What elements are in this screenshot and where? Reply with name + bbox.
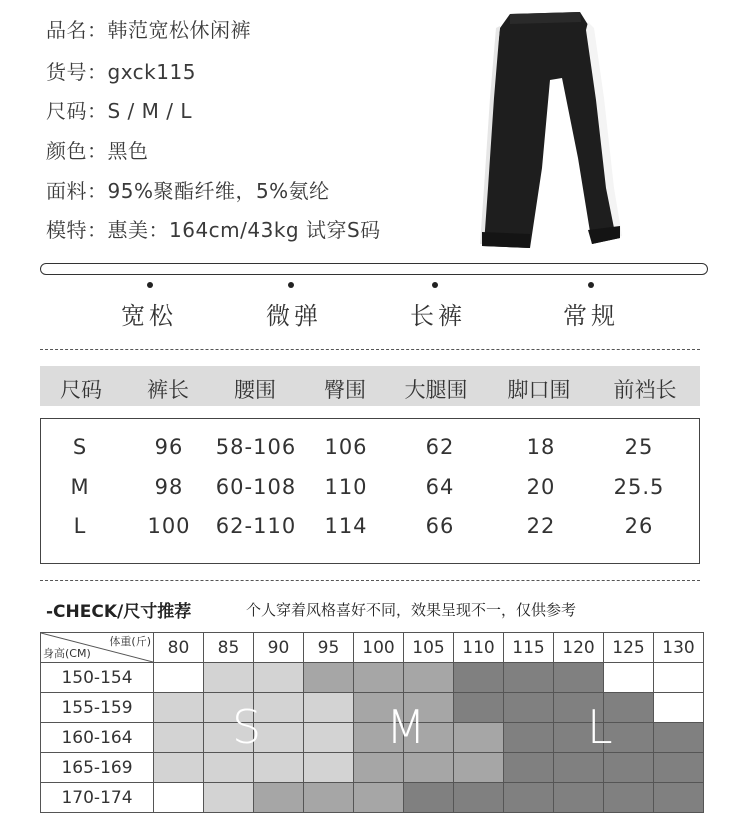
- size-zone-cell: [454, 783, 504, 813]
- table-cell: M: [70, 475, 90, 499]
- table-cell: 25: [624, 435, 654, 459]
- table-cell: 58-106: [215, 435, 297, 459]
- column-header: 脚口围: [507, 378, 571, 402]
- feature-label: 宽松: [121, 302, 177, 330]
- column-header: 大腿围: [404, 378, 468, 402]
- size-zone-cell: [154, 663, 204, 693]
- divider: [40, 349, 700, 350]
- table-cell: L: [73, 514, 87, 538]
- product-model: 模特：惠美：164cm/43kg 试穿S码: [46, 218, 381, 242]
- size-zone-cell: [304, 693, 354, 723]
- table-cell: 62-110: [215, 514, 297, 538]
- column-header: 尺码: [60, 378, 102, 402]
- table-cell: 100: [147, 514, 191, 538]
- size-zone-label-m: M: [386, 700, 426, 754]
- product-color: 颜色：黑色: [46, 139, 149, 163]
- size-zone-cell: [554, 753, 604, 783]
- table-row: [41, 753, 704, 783]
- table-cell: 64: [425, 475, 455, 499]
- table-cell: 62: [425, 435, 455, 459]
- table-cell: 106: [324, 435, 368, 459]
- pants-image: [470, 8, 630, 253]
- size-zone-label-l: L: [587, 700, 613, 754]
- table-row: [41, 783, 704, 813]
- size-zone-cell: [554, 783, 604, 813]
- weight-header-cell: 115: [504, 633, 554, 663]
- table-cell: 22: [526, 514, 556, 538]
- feature-label: 微弹: [266, 302, 322, 330]
- table-cell: 114: [324, 514, 368, 538]
- weight-header-cell: 110: [454, 633, 504, 663]
- size-zone-cell: [654, 753, 704, 783]
- product-fabric: 面料：95%聚酯纤维，5%氨纶: [46, 179, 330, 203]
- table-cell: 96: [154, 435, 184, 459]
- weight-header-cell: 120: [554, 633, 604, 663]
- table-header-row: [41, 633, 704, 663]
- feature-label: 常规: [563, 302, 619, 330]
- feature-dot: [432, 282, 438, 288]
- size-zone-cell: [154, 723, 204, 753]
- size-zone-label-s: S: [232, 700, 262, 754]
- size-table-header: [40, 366, 700, 406]
- weight-header-cell: 95: [304, 633, 354, 663]
- product-name: 品名：韩范宽松休闲裤: [46, 18, 251, 42]
- height-range-cell: 155-159: [41, 693, 154, 723]
- size-zone-cell: [154, 783, 204, 813]
- table-cell: 110: [324, 475, 368, 499]
- size-zone-cell: [154, 693, 204, 723]
- weight-axis-label: 体重(斤): [109, 635, 151, 648]
- size-zone-cell: [354, 783, 404, 813]
- size-zone-cell: [654, 693, 704, 723]
- height-range-cell: 160-164: [41, 723, 154, 753]
- feature-dot: [588, 282, 594, 288]
- size-zone-cell: [504, 663, 554, 693]
- size-zone-cell: [204, 663, 254, 693]
- size-zone-cell: [654, 663, 704, 693]
- column-header: 前裆长: [613, 378, 677, 402]
- table-cell: 18: [526, 435, 556, 459]
- weight-header-cell: 105: [404, 633, 454, 663]
- size-zone-cell: [254, 753, 304, 783]
- weight-header-cell: 85: [204, 633, 254, 663]
- size-zone-cell: [504, 723, 554, 753]
- column-header: 臀围: [324, 378, 366, 402]
- table-cell: 20: [526, 475, 556, 499]
- size-zone-cell: [604, 753, 654, 783]
- weight-header-cell: 125: [604, 633, 654, 663]
- size-zone-cell: [154, 753, 204, 783]
- check-title: -CHECK/尺寸推荐: [46, 602, 192, 622]
- size-zone-cell: [304, 783, 354, 813]
- height-range-cell: 165-169: [41, 753, 154, 783]
- height-range-cell: 150-154: [41, 663, 154, 693]
- size-zone-cell: [204, 753, 254, 783]
- size-zone-cell: [254, 783, 304, 813]
- size-zone-cell: [304, 663, 354, 693]
- size-zone-cell: [654, 723, 704, 753]
- size-zone-cell: [504, 783, 554, 813]
- feature-label: 长裤: [410, 302, 466, 330]
- size-table-body: [40, 418, 700, 564]
- feature-dot: [147, 282, 153, 288]
- size-zone-cell: [304, 723, 354, 753]
- table-cell: S: [72, 435, 88, 459]
- size-zone-cell: [454, 693, 504, 723]
- table-cell: 60-108: [215, 475, 297, 499]
- size-zone-cell: [404, 663, 454, 693]
- feature-dot: [288, 282, 294, 288]
- size-zone-cell: [304, 753, 354, 783]
- size-zone-cell: [354, 663, 404, 693]
- table-cell: 25.5: [613, 475, 665, 499]
- column-header: 腰围: [234, 378, 276, 402]
- product-sku: 货号：gxck115: [46, 60, 196, 84]
- product-sizes: 尺码：S / M / L: [46, 99, 192, 123]
- height-axis-label: 身高(CM): [43, 647, 91, 660]
- height-range-cell: 170-174: [41, 783, 154, 813]
- size-zone-cell: [204, 783, 254, 813]
- size-zone-cell: [354, 753, 404, 783]
- size-zone-cell: [654, 783, 704, 813]
- size-zone-cell: [554, 663, 604, 693]
- table-cell: 66: [425, 514, 455, 538]
- size-zone-cell: [454, 663, 504, 693]
- size-zone-cell: [404, 783, 454, 813]
- size-zone-cell: [454, 723, 504, 753]
- feature-slider-track: [40, 263, 708, 275]
- size-zone-cell: [404, 753, 454, 783]
- size-zone-cell: [454, 753, 504, 783]
- weight-header-cell: 80: [154, 633, 204, 663]
- size-zone-cell: [254, 663, 304, 693]
- weight-header-cell: 100: [354, 633, 404, 663]
- table-cell: 26: [624, 514, 654, 538]
- table-row: [41, 663, 704, 693]
- check-note: 个人穿着风格喜好不同，效果呈现不一，仅供参考: [246, 601, 577, 619]
- size-zone-cell: [504, 753, 554, 783]
- weight-header-cell: 90: [254, 633, 304, 663]
- size-zone-cell: [604, 663, 654, 693]
- size-zone-cell: [604, 783, 654, 813]
- size-zone-cell: [504, 693, 554, 723]
- divider: [40, 580, 700, 581]
- table-cell: 98: [154, 475, 184, 499]
- weight-header-cell: 130: [654, 633, 704, 663]
- diagonal-header-cell: [41, 633, 154, 663]
- column-header: 裤长: [147, 378, 189, 402]
